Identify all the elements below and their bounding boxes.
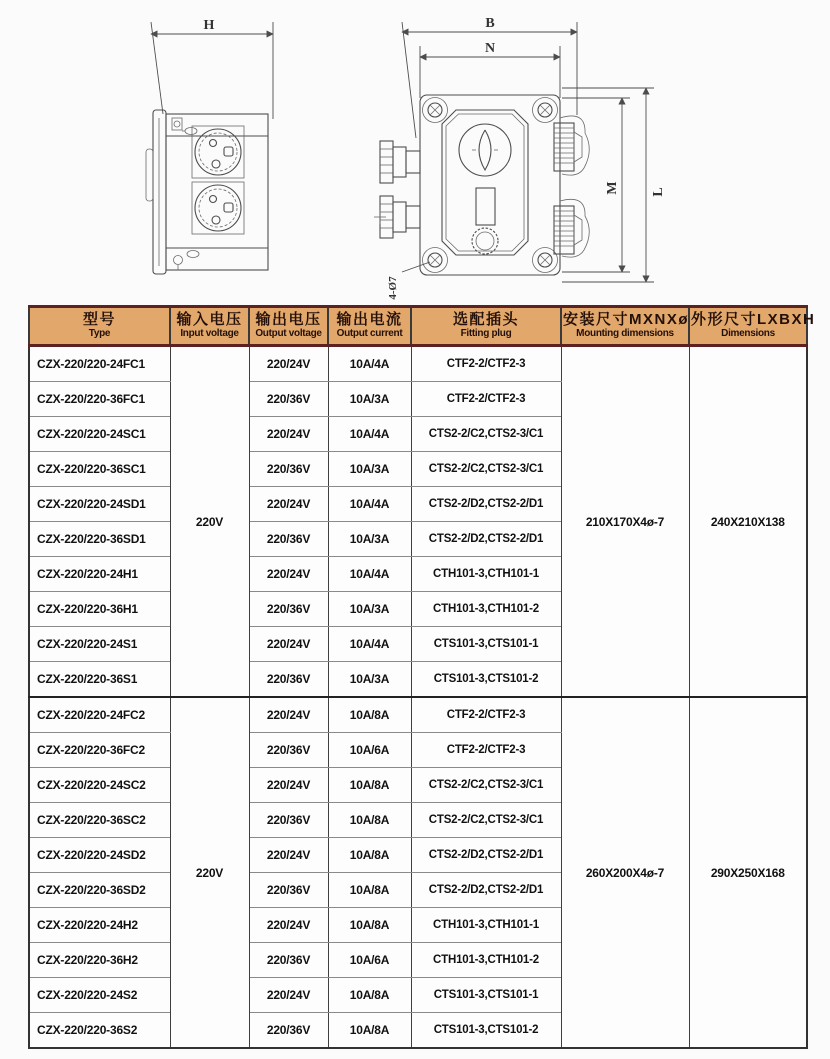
dim-label-l: L bbox=[651, 187, 666, 197]
socket-recess-1 bbox=[192, 126, 244, 178]
socket-pin-hole bbox=[210, 196, 217, 203]
cell-output-voltage: 220/36V bbox=[249, 662, 328, 698]
socket-pin-hole bbox=[212, 160, 220, 168]
face-plate bbox=[442, 110, 528, 255]
hole-note-label: 4-Ø7 bbox=[387, 276, 399, 300]
rotary-switch bbox=[459, 124, 511, 176]
cell-output-voltage: 220/24V bbox=[249, 838, 328, 873]
rotary-switch-handle bbox=[479, 130, 491, 170]
cell-output-voltage: 220/36V bbox=[249, 522, 328, 557]
col-header-output-current: 输出电流 Output current bbox=[328, 307, 411, 346]
cell-output-voltage: 220/24V bbox=[249, 978, 328, 1013]
cell-plug: CTF2-2/CTF2-3 bbox=[411, 733, 561, 768]
latch-bottom bbox=[174, 256, 183, 265]
cell-mounting: 260X200X4ø-7 bbox=[561, 697, 689, 1048]
cell-output-voltage: 220/36V bbox=[249, 733, 328, 768]
cell-plug: CTS2-2/C2,CTS2-3/C1 bbox=[411, 803, 561, 838]
col-header-dimensions: 外形尺寸LXBXH Dimensions bbox=[689, 307, 807, 346]
cell-output-current: 10A/8A bbox=[328, 978, 411, 1013]
cell-output-voltage: 220/24V bbox=[249, 908, 328, 943]
cell-output-current: 10A/3A bbox=[328, 592, 411, 627]
col-header-input-voltage: 输入电压 Input voltage bbox=[170, 307, 249, 346]
cell-plug: CTH101-3,CTH101-1 bbox=[411, 557, 561, 592]
col-header-mounting: 安装尺寸MXNXø Mounting dimensions bbox=[561, 307, 689, 346]
cell-type: CZX-220/220-24S1 bbox=[29, 627, 170, 662]
cell-plug: CTS2-2/D2,CTS2-2/D1 bbox=[411, 873, 561, 908]
cell-output-voltage: 220/24V bbox=[249, 487, 328, 522]
side-connector-bottom bbox=[554, 199, 589, 257]
dim-label-m: M bbox=[605, 181, 620, 195]
table-group-1 bbox=[29, 346, 807, 698]
leader-line bbox=[402, 262, 430, 272]
extension-line bbox=[402, 22, 416, 138]
cable-gland-bottom bbox=[374, 196, 420, 238]
socket-key-hole bbox=[224, 203, 233, 212]
cell-output-current: 10A/3A bbox=[328, 662, 411, 698]
cell-type: CZX-220/220-36S1 bbox=[29, 662, 170, 698]
cell-output-voltage: 220/36V bbox=[249, 452, 328, 487]
cell-type: CZX-220/220-24S2 bbox=[29, 978, 170, 1013]
side-view-diagram bbox=[133, 14, 338, 304]
cell-type: CZX-220/220-36FC1 bbox=[29, 382, 170, 417]
cell-output-voltage: 220/36V bbox=[249, 873, 328, 908]
front-view-diagram bbox=[372, 10, 672, 305]
cell-output-voltage: 220/36V bbox=[249, 382, 328, 417]
col-header-type: 型号 Type bbox=[29, 307, 170, 346]
cell-output-voltage: 220/24V bbox=[249, 417, 328, 452]
col-header-output-voltage: 输出电压 Output voltage bbox=[249, 307, 328, 346]
cell-output-current: 10A/6A bbox=[328, 943, 411, 978]
cell-dimensions: 240X210X138 bbox=[689, 346, 807, 698]
cell-plug: CTH101-3,CTH101-2 bbox=[411, 592, 561, 627]
cell-output-current: 10A/6A bbox=[328, 733, 411, 768]
cell-output-voltage: 220/24V bbox=[249, 346, 328, 382]
cell-plug: CTF2-2/CTF2-3 bbox=[411, 382, 561, 417]
cell-type: CZX-220/220-24H2 bbox=[29, 908, 170, 943]
cell-dimensions: 290X250X168 bbox=[689, 697, 807, 1048]
cell-output-current: 10A/8A bbox=[328, 1013, 411, 1049]
table-group-2 bbox=[29, 697, 807, 1048]
flange-tab bbox=[146, 149, 153, 201]
cell-type: CZX-220/220-36SC1 bbox=[29, 452, 170, 487]
dim-label-n: N bbox=[484, 41, 496, 56]
cell-output-current: 10A/8A bbox=[328, 838, 411, 873]
cell-plug: CTF2-2/CTF2-3 bbox=[411, 346, 561, 382]
spec-table bbox=[28, 305, 816, 1049]
cell-output-current: 10A/8A bbox=[328, 908, 411, 943]
cell-input-voltage: 220V bbox=[170, 697, 249, 1048]
socket-recess-2 bbox=[192, 182, 244, 234]
cell-plug: CTH101-3,CTH101-2 bbox=[411, 943, 561, 978]
cell-plug: CTS101-3,CTS101-2 bbox=[411, 662, 561, 698]
cell-type: CZX-220/220-24SD1 bbox=[29, 487, 170, 522]
cell-output-voltage: 220/36V bbox=[249, 943, 328, 978]
cable-gland-top bbox=[380, 141, 420, 183]
table-header bbox=[29, 307, 816, 346]
cell-output-current: 10A/4A bbox=[328, 487, 411, 522]
cell-output-current: 10A/3A bbox=[328, 452, 411, 487]
socket-outlet-2 bbox=[195, 185, 241, 231]
cell-plug: CTS2-2/C2,CTS2-3/C1 bbox=[411, 768, 561, 803]
latch-top bbox=[172, 118, 182, 130]
socket-key-hole bbox=[224, 147, 233, 156]
cell-output-voltage: 220/36V bbox=[249, 1013, 328, 1049]
cell-output-current: 10A/4A bbox=[328, 346, 411, 382]
cell-mounting: 210X170X4ø-7 bbox=[561, 346, 689, 698]
cell-output-current: 10A/4A bbox=[328, 557, 411, 592]
cell-output-current: 10A/8A bbox=[328, 873, 411, 908]
cell-output-current: 10A/8A bbox=[328, 768, 411, 803]
cell-output-voltage: 220/24V bbox=[249, 557, 328, 592]
cell-plug: CTS101-3,CTS101-1 bbox=[411, 978, 561, 1013]
dim-label-h: H bbox=[203, 18, 215, 33]
cell-type: CZX-220/220-24SC1 bbox=[29, 417, 170, 452]
cell-type: CZX-220/220-36H1 bbox=[29, 592, 170, 627]
col-header-fitting-plug: 选配插头 Fitting plug bbox=[411, 307, 561, 346]
cell-type: CZX-220/220-36H2 bbox=[29, 943, 170, 978]
cell-output-current: 10A/4A bbox=[328, 417, 411, 452]
dim-label-b: B bbox=[485, 16, 495, 31]
cell-output-current: 10A/3A bbox=[328, 382, 411, 417]
cell-plug: CTH101-3,CTH101-1 bbox=[411, 908, 561, 943]
cell-output-current: 10A/3A bbox=[328, 522, 411, 557]
cell-type: CZX-220/220-24H1 bbox=[29, 557, 170, 592]
cell-input-voltage: 220V bbox=[170, 346, 249, 698]
socket-pin-hole bbox=[212, 216, 220, 224]
cell-output-voltage: 220/24V bbox=[249, 768, 328, 803]
cell-plug: CTS2-2/C2,CTS2-3/C1 bbox=[411, 452, 561, 487]
cell-plug: CTS2-2/D2,CTS2-2/D1 bbox=[411, 487, 561, 522]
cell-output-voltage: 220/36V bbox=[249, 803, 328, 838]
cell-type: CZX-220/220-24FC2 bbox=[29, 697, 170, 733]
socket-pin-hole bbox=[210, 140, 217, 147]
cell-output-voltage: 220/24V bbox=[249, 697, 328, 733]
cell-type: CZX-220/220-36SC2 bbox=[29, 803, 170, 838]
cell-plug: CTS101-3,CTS101-1 bbox=[411, 627, 561, 662]
side-connector-top bbox=[554, 116, 589, 175]
cell-output-current: 10A/4A bbox=[328, 627, 411, 662]
cell-plug: CTS2-2/D2,CTS2-2/D1 bbox=[411, 838, 561, 873]
cell-type: CZX-220/220-36SD1 bbox=[29, 522, 170, 557]
enclosure-body bbox=[166, 114, 268, 270]
table-row bbox=[29, 346, 807, 382]
cell-output-current: 10A/8A bbox=[328, 803, 411, 838]
cell-plug: CTS101-3,CTS101-2 bbox=[411, 1013, 561, 1049]
cell-output-current: 10A/8A bbox=[328, 697, 411, 733]
indicator-window bbox=[476, 188, 495, 225]
cell-type: CZX-220/220-24SC2 bbox=[29, 768, 170, 803]
cell-type: CZX-220/220-36S2 bbox=[29, 1013, 170, 1049]
cell-output-voltage: 220/24V bbox=[249, 627, 328, 662]
cell-type: CZX-220/220-36FC2 bbox=[29, 733, 170, 768]
cell-type: CZX-220/220-24SD2 bbox=[29, 838, 170, 873]
cell-plug: CTS2-2/C2,CTS2-3/C1 bbox=[411, 417, 561, 452]
cell-type: CZX-220/220-36SD2 bbox=[29, 873, 170, 908]
cell-plug: CTS2-2/D2,CTS2-2/D1 bbox=[411, 522, 561, 557]
cell-output-voltage: 220/36V bbox=[249, 592, 328, 627]
mounting-flange bbox=[153, 110, 166, 274]
extension-line bbox=[151, 22, 163, 114]
table-row bbox=[29, 697, 807, 733]
cell-type: CZX-220/220-24FC1 bbox=[29, 346, 170, 382]
cell-plug: CTF2-2/CTF2-3 bbox=[411, 697, 561, 733]
